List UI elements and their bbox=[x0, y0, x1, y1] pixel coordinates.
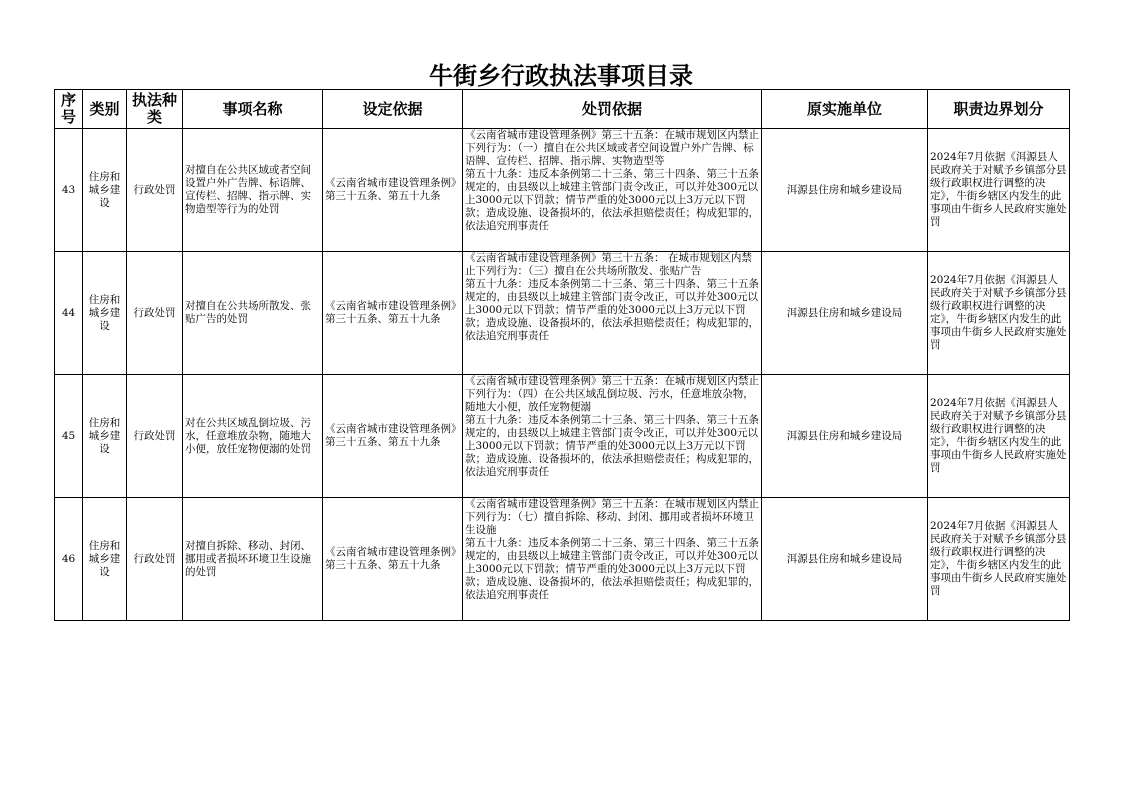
row-original-unit: 洱源县住房和城乡建设局 bbox=[762, 498, 928, 621]
row-category: 住房和城乡建设 bbox=[83, 252, 127, 375]
row-kind: 行政处罚 bbox=[127, 252, 183, 375]
row-item-name: 对在公共区域乱倒垃圾、污水，任意堆放杂物，随地大小便，放任宠物便溺的处罚 bbox=[183, 375, 323, 498]
row-item-name: 对擅自在公共场所散发、张贴广告的处罚 bbox=[183, 252, 323, 375]
row-kind: 行政处罚 bbox=[127, 129, 183, 252]
row-category: 住房和城乡建设 bbox=[83, 129, 127, 252]
header-row bbox=[55, 90, 1070, 129]
row-kind: 行政处罚 bbox=[127, 375, 183, 498]
row-setting-basis: 《云南省城市建设管理条例》第三十五条、第五十九条 bbox=[323, 252, 463, 375]
header-kind: 执法种类 bbox=[127, 90, 183, 129]
row-penalty-basis: 《云南省城市建设管理条例》第三十五条：在城市规划区内禁止下列行为：（一）擅自在公共区域或者空间设置户外广告牌、标语牌、宣传栏、招牌、指示牌、实物造型等 第五十九条：违反本条例第二十三条、第三十四条、第三十五条规定的，由县级以上城建主管部门责令改正，可以并处300元以上3000元以下罚款；情节严重的处3000元以上3万元以下罚款；造成设施、设备损坏的，依法承担赔偿责任；构成犯罪的，依法追究刑事责任 bbox=[463, 129, 762, 252]
row-no: 45 bbox=[55, 375, 83, 498]
header-no: 序号 bbox=[55, 90, 83, 129]
table-row bbox=[55, 252, 1070, 375]
row-setting-basis: 《云南省城市建设管理条例》第三十五条、第五十九条 bbox=[323, 375, 463, 498]
row-no: 46 bbox=[55, 498, 83, 621]
row-setting-basis: 《云南省城市建设管理条例》第三十五条、第五十九条 bbox=[323, 129, 463, 252]
row-category: 住房和城乡建设 bbox=[83, 375, 127, 498]
row-item-name: 对擅自在公共区域或者空间设置户外广告牌、标语牌、宣传栏、招牌、指示牌、实物造型等行为的处罚 bbox=[183, 129, 323, 252]
row-no: 44 bbox=[55, 252, 83, 375]
row-item-name: 对擅自拆除、移动、封闭、挪用或者损坏环境卫生设施的处罚 bbox=[183, 498, 323, 621]
header-original-unit: 原实施单位 bbox=[762, 90, 928, 129]
row-no: 43 bbox=[55, 129, 83, 252]
row-category: 住房和城乡建设 bbox=[83, 498, 127, 621]
row-original-unit: 洱源县住房和城乡建设局 bbox=[762, 129, 928, 252]
header-setting-basis: 设定依据 bbox=[323, 90, 463, 129]
header-category: 类别 bbox=[83, 90, 127, 129]
row-penalty-basis: 《云南省城市建设管理条例》第三十五条：在城市规划区内禁止下列行为：（七）擅自拆除、移动、封闭、挪用或者损坏环境卫生设施 第五十九条：违反本条例第二十三条、第三十四条、第三十五条规定的，由县级以上城建主管部门责令改正，可以并处300元以上3000元以下罚款；情节严重的处3000元以上3万元以下罚款；造成设施、设备损坏的，依法承担赔偿责任；构成犯罪的，依法追究刑事责任 bbox=[463, 498, 762, 621]
table-row bbox=[55, 498, 1070, 621]
row-original-unit: 洱源县住房和城乡建设局 bbox=[762, 252, 928, 375]
row-original-unit: 洱源县住房和城乡建设局 bbox=[762, 375, 928, 498]
row-boundary: 2024年7月依据《洱源县人民政府关于对赋予乡镇部分县级行政职权进行调整的决定》，牛街乡辖区内发生的此事项由牛街乡人民政府实施处罚 bbox=[928, 129, 1070, 252]
row-penalty-basis: 《云南省城市建设管理条例》第三十五条： 在城市规划区内禁止下列行为：（三）擅自在公共场所散发、张贴广告 第五十九条：违反本条例第二十三条、第三十四条、第三十五条规定的，由县级以上城建主管部门责令改正，可以并处300元以上3000元以下罚款；情节严重的处3000元以上3万元以下罚款；造成设施、设备损坏的，依法承担赔偿责任；构成犯罪的，依法追究刑事责任 bbox=[463, 252, 762, 375]
row-boundary: 2024年7月依据《洱源县人民政府关于对赋予乡镇部分县级行政职权进行调整的决定》，牛街乡辖区内发生的此事项由牛街乡人民政府实施处罚 bbox=[928, 375, 1070, 498]
page-title: 牛街乡行政执法事项目录 bbox=[429, 62, 693, 90]
header-item-name: 事项名称 bbox=[183, 90, 323, 129]
header-penalty-basis: 处罚依据 bbox=[463, 90, 762, 129]
table-row bbox=[55, 375, 1070, 498]
row-setting-basis: 《云南省城市建设管理条例》第三十五条、第五十九条 bbox=[323, 498, 463, 621]
enforcement-table bbox=[54, 89, 1070, 621]
row-kind: 行政处罚 bbox=[127, 498, 183, 621]
row-boundary: 2024年7月依据《洱源县人民政府关于对赋予乡镇部分县级行政职权进行调整的决定》，牛街乡辖区内发生的此事项由牛街乡人民政府实施处罚 bbox=[928, 498, 1070, 621]
row-penalty-basis: 《云南省城市建设管理条例》第三十五条：在城市规划区内禁止下列行为：（四）在公共区域乱倒垃圾、污水，任意堆放杂物，随地大小便，放任宠物便溺 第五十九条：违反本条例第二十三条、第三十四条、第三十五条规定的，由县级以上城建主管部门责令改正，可以并处300元以上3000元以下罚款；情节严重的处3000元以上3万元以下罚款；造成设施、设备损坏的，依法承担赔偿责任；构成犯罪的，依法追究刑事责任 bbox=[463, 375, 762, 498]
row-boundary: 2024年7月依据《洱源县人民政府关于对赋予乡镇部分县级行政职权进行调整的决定》，牛街乡辖区内发生的此事项由牛街乡人民政府实施处罚 bbox=[928, 252, 1070, 375]
table-row bbox=[55, 129, 1070, 252]
header-boundary: 职责边界划分 bbox=[928, 90, 1070, 129]
